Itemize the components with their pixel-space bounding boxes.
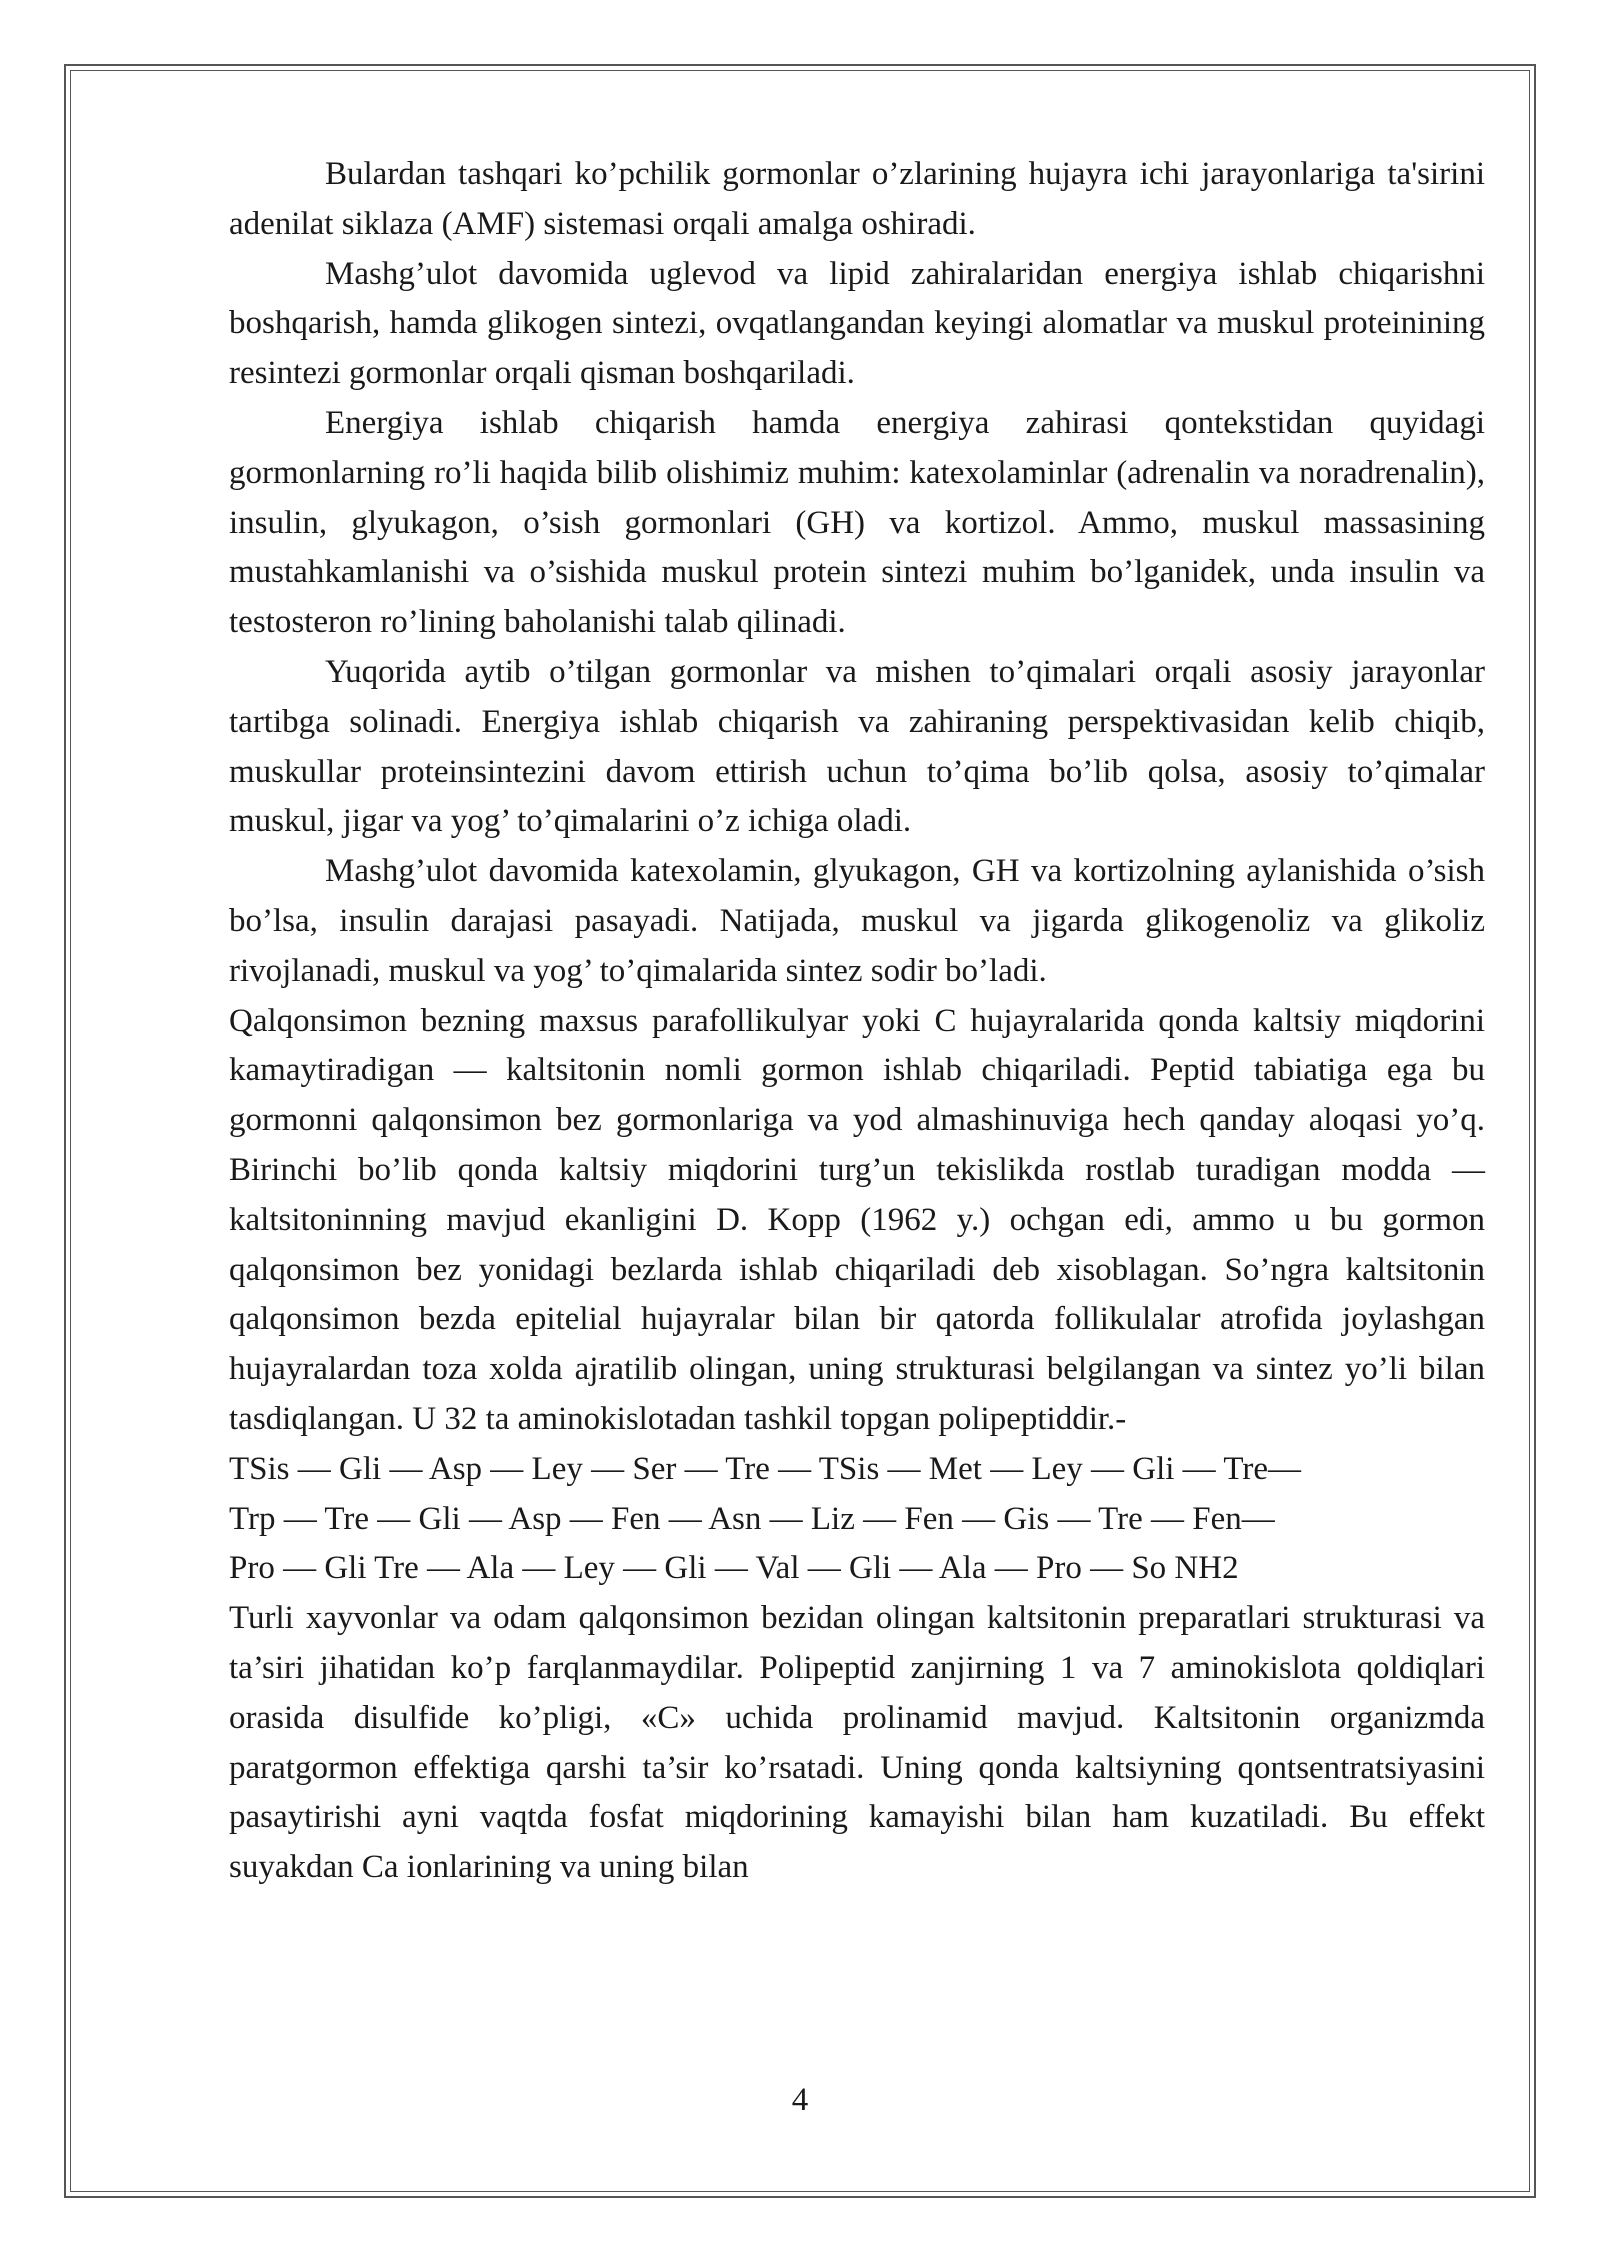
- paragraph: Qalqonsimon bezning maxsus parafollikulyar yoki C hujayralarida qonda kaltsiy miqdorini kamaytiradigan — kaltsitonin nomli gormon ishlab chiqariladi. Peptid tabiatiga ega bu gormonni qalqonsimon bez gormonlariga va yod almashinuviga hech qanday aloqasi yo’q. Birinchi bo’lib qonda kaltsiy miqdorini turg’un tekislikda rostlab turadigan modda — kaltsitoninning mavjud ekanligini D. Kopp (1962 y.) ochgan edi, ammo u bu gormon qalqonsimon bez yonidagi bezlarda ishlab chiqariladi deb xisoblagan. So’ngra kaltsitonin qalqonsimon bezda epitelial hujayralar bilan bir qatorda follikulalar atrofida joylashgan hujayralardan toza xolda ajratilib olingan, uning strukturasi belgilangan va sintez yo’li bilan tasdiqlangan. U 32 ta aminokislotadan tashkil topgan polipeptiddir.-: [229, 1002, 1485, 1437]
- sequence-line: Pro — Gli Tre — Ala — Ley — Gli — Val — Gli — Ala — Pro — So NH2: [229, 1550, 1239, 1587]
- page-number: 4: [791, 2082, 809, 2118]
- paragraph: Energiya ishlab chiqarish hamda energiya zahirasi qontekstidan quyidagi gormonlarning ro’li haqida bilib olishimiz muhim: katexolaminlar (adrenalin va noradrenalin), insulin, glyukagon, o’sish gormonlari (GH) va kortizol. Ammo, muskul massasining mustahkamlanishi va o’sishida muskul protein sintezi muhim bo’lganidek, unda insulin va testosteron ro’lining baholanishi talab qilinadi.: [229, 404, 1485, 641]
- paragraph: Bulardan tashqari ko’pchilik gormonlar o’zlarining hujayra ichi jarayonlariga ta'sirini adenilat siklaza (AMF) sistemasi orqali amalga oshiradi.: [229, 156, 1485, 242]
- paragraph: Mashg’ulot davomida katexolamin, glyukagon, GH va kortizolning aylanishida o’sish bo’lsa, insulin darajasi pasayadi. Natijada, muskul va jigarda glikogenoliz va glikoliz rivojlanadi, muskul va yog’ to’qimalarida sintez sodir bo’ladi.: [229, 853, 1485, 989]
- sequence-line: TSis — Gli — Asp — Ley — Ser — Tre — TSis — Met — Ley — Gli — Tre—: [229, 1450, 1301, 1487]
- sequence-line: Trp — Tre — Gli — Asp — Fen — Asn — Liz — Fen — Gis — Tre — Fen—: [229, 1500, 1275, 1537]
- paragraph: Yuqorida aytib o’tilgan gormonlar va mishen to’qimalari orqali asosiy jarayonlar tartibga solinadi. Energiya ishlab chiqarish va zahiraning perspektivasidan kelib chiqib, muskullar proteinsintezini davom ettirish uchun to’qima bo’lib qolsa, asosiy to’qimalar muskul, jigar va yog’ to’qimalarini o’z ichiga oladi.: [229, 653, 1485, 840]
- document-body: [229, 150, 1485, 1893]
- paragraph: Turli xayvonlar va odam qalqonsimon bezidan olingan kaltsitonin preparatlari strukturasi va ta’siri jihatidan ko’p farqlanmaydilar. Polipeptid zanjirning 1 va 7 aminokislota qoldiqlari orasida disulfide ko’pligi, «C» uchida prolinamid mavjud. Kaltsitonin organizmda paratgormon effektiga qarshi ta’sir ko’rsatadi. Uning qonda kaltsiyning qontsentratsiyasini pasaytirishi ayni vaqtda fosfat miqdorining kamayishi bilan ham kuzatiladi. Bu effekt suyakdan Ca ionlarining va uning bilan: [229, 1600, 1485, 1886]
- paragraph: Mashg’ulot davomida uglevod va lipid zahiralaridan energiya ishlab chiqarishni boshqarish, hamda glikogen sintezi, ovqatlangandan keyingi alomatlar va muskul proteinining resintezi gormonlar orqali qisman boshqariladi.: [229, 255, 1485, 392]
